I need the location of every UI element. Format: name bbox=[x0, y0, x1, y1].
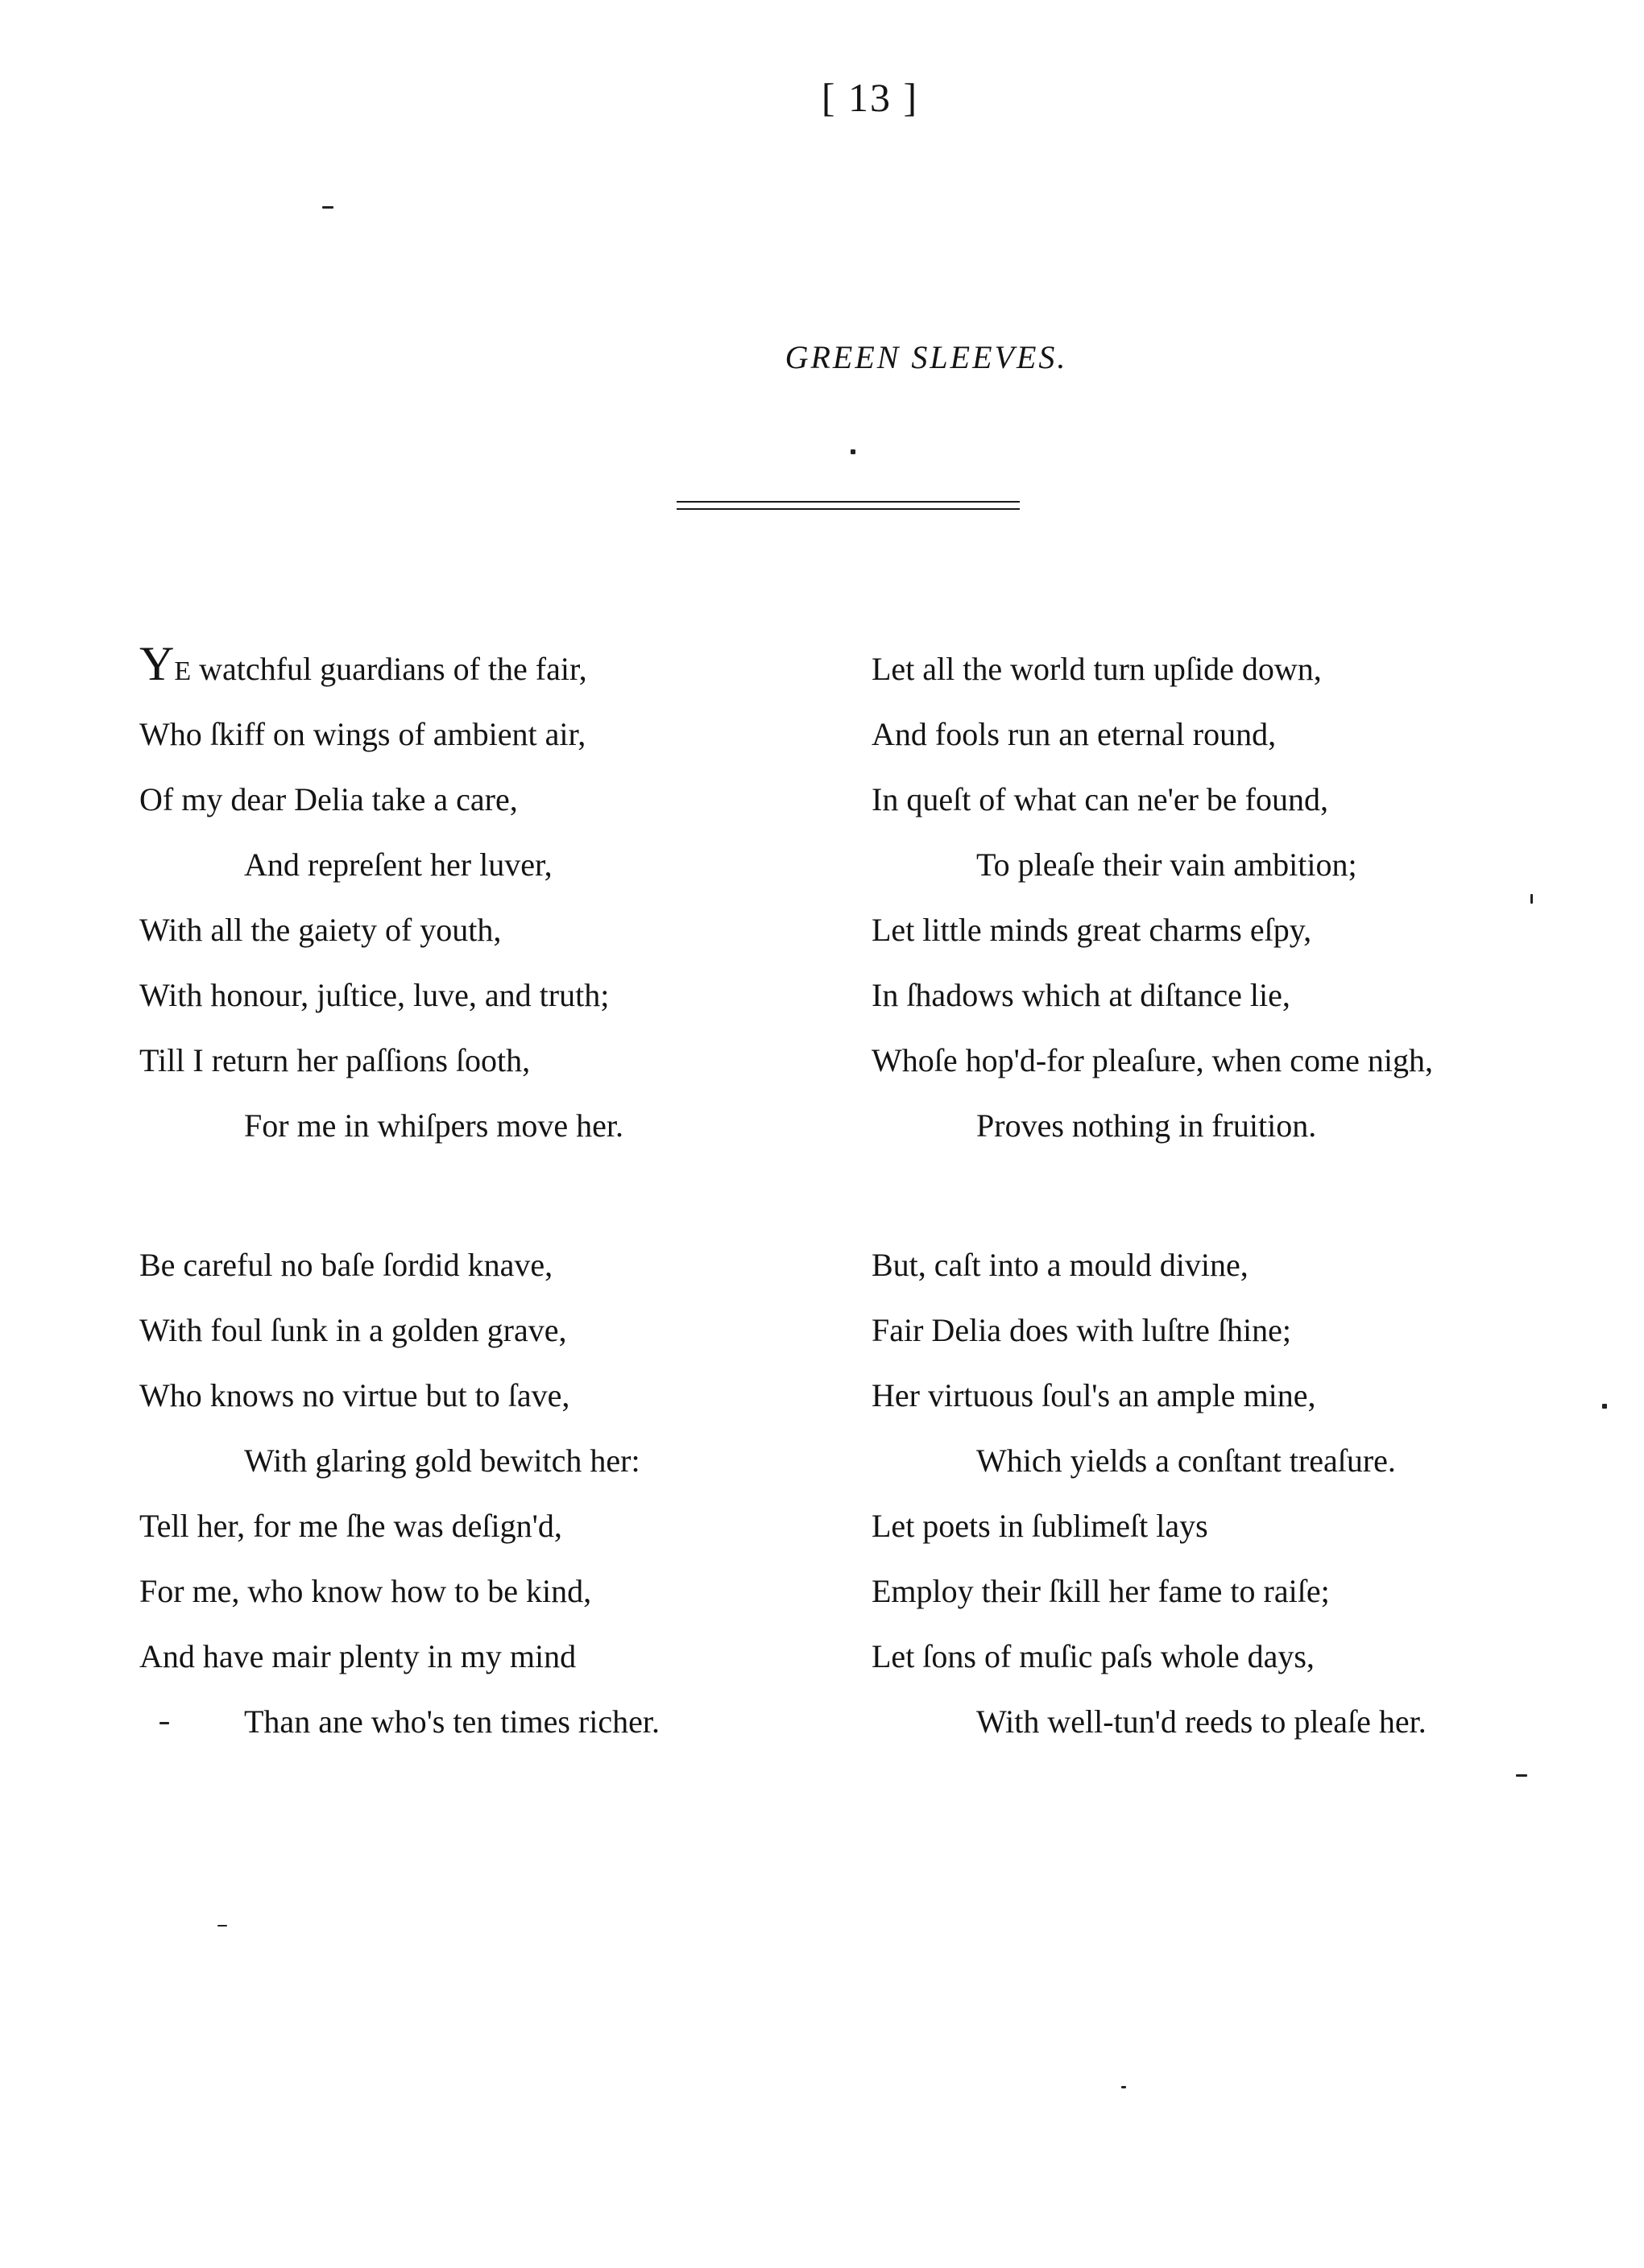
scan-speck bbox=[1530, 894, 1533, 904]
verse-line: With all the gaiety of youth, bbox=[139, 912, 502, 948]
verse-line-indented: And repreſent her luver, bbox=[244, 846, 553, 883]
title-double-rule bbox=[677, 501, 1020, 510]
scan-speck bbox=[1516, 1774, 1527, 1777]
verse-line-indented: Proves nothing in fruition. bbox=[976, 1107, 1317, 1144]
verse-line-indented: Than ane who's ten times richer. bbox=[244, 1703, 660, 1740]
stanza bbox=[872, 636, 1596, 1158]
scan-speck bbox=[159, 1722, 169, 1724]
verse-line: Who knows no virtue but to ſave, bbox=[139, 1377, 570, 1413]
scan-speck bbox=[1121, 2086, 1126, 2088]
left-column bbox=[139, 636, 864, 1754]
poem-title: GREEN SLEEVES. bbox=[785, 339, 1068, 375]
drop-cap: Y bbox=[139, 637, 175, 690]
verse-line: But, caſt into a mould divine, bbox=[872, 1247, 1249, 1283]
verse-line: Tell her, for me ſhe was deſign'd, bbox=[139, 1508, 562, 1544]
verse-line: Employ their ſkill her fame to raiſe; bbox=[872, 1573, 1330, 1609]
scan-speck bbox=[1602, 1404, 1607, 1409]
verse-line: And fools run an eternal round, bbox=[872, 716, 1277, 752]
verse-line: In ſhadows which at diſtance lie, bbox=[872, 977, 1290, 1013]
verse-line: Let little minds great charms eſpy, bbox=[872, 912, 1312, 948]
verse-line: And have mair plenty in my mind bbox=[139, 1638, 577, 1674]
stanza bbox=[139, 636, 864, 1158]
verse-line-indented: To pleaſe their vain ambition; bbox=[976, 846, 1357, 883]
stanza bbox=[872, 1232, 1596, 1754]
verse-line: Let ſons of muſic paſs whole days, bbox=[872, 1638, 1315, 1674]
verse-line: Whoſe hop'd-for pleaſure, when come nigh, bbox=[872, 1042, 1433, 1078]
verse-line: Who ſkiff on wings of ambient air, bbox=[139, 716, 586, 752]
verse-line: Let all the world turn upſide down, bbox=[872, 651, 1322, 687]
small-caps: E bbox=[174, 656, 192, 686]
page-number: [ 13 ] bbox=[821, 75, 919, 120]
verse-line-indented: Which yields a conſtant treaſure. bbox=[976, 1442, 1396, 1479]
verse-line: For me, who know how to be kind, bbox=[139, 1573, 592, 1609]
verse-line: With foul ſunk in a golden grave, bbox=[139, 1312, 567, 1348]
scan-speck bbox=[322, 206, 333, 209]
scan-speck bbox=[851, 449, 855, 454]
verse-line-text: watchful guardians of the fair, bbox=[191, 651, 587, 687]
verse-line: Till I return her paſſions ſooth, bbox=[139, 1042, 531, 1078]
verse-line: In queſt of what can ne'er be found, bbox=[872, 781, 1328, 817]
verse-line-indented: With well-tun'd reeds to pleaſe her. bbox=[976, 1703, 1427, 1740]
stanza bbox=[139, 1232, 864, 1754]
verse-line-indented: For me in whiſpers move her. bbox=[244, 1107, 624, 1144]
verse-line: Be careful no baſe ſordid knave, bbox=[139, 1247, 553, 1283]
verse-line: Her virtuous ſoul's an ample mine, bbox=[872, 1377, 1316, 1413]
verse-line: Let poets in ſublimeſt lays bbox=[872, 1508, 1208, 1544]
right-column bbox=[872, 636, 1596, 1754]
verse-line bbox=[139, 636, 864, 702]
verse-line-indented: With glaring gold bewitch her: bbox=[244, 1442, 640, 1479]
scan-speck bbox=[217, 1925, 227, 1927]
verse-line: Fair Delia does with luſtre ſhine; bbox=[872, 1312, 1291, 1348]
verse-line: With honour, juſtice, luve, and truth; bbox=[139, 977, 610, 1013]
verse-line: Of my dear Delia take a care, bbox=[139, 781, 518, 817]
